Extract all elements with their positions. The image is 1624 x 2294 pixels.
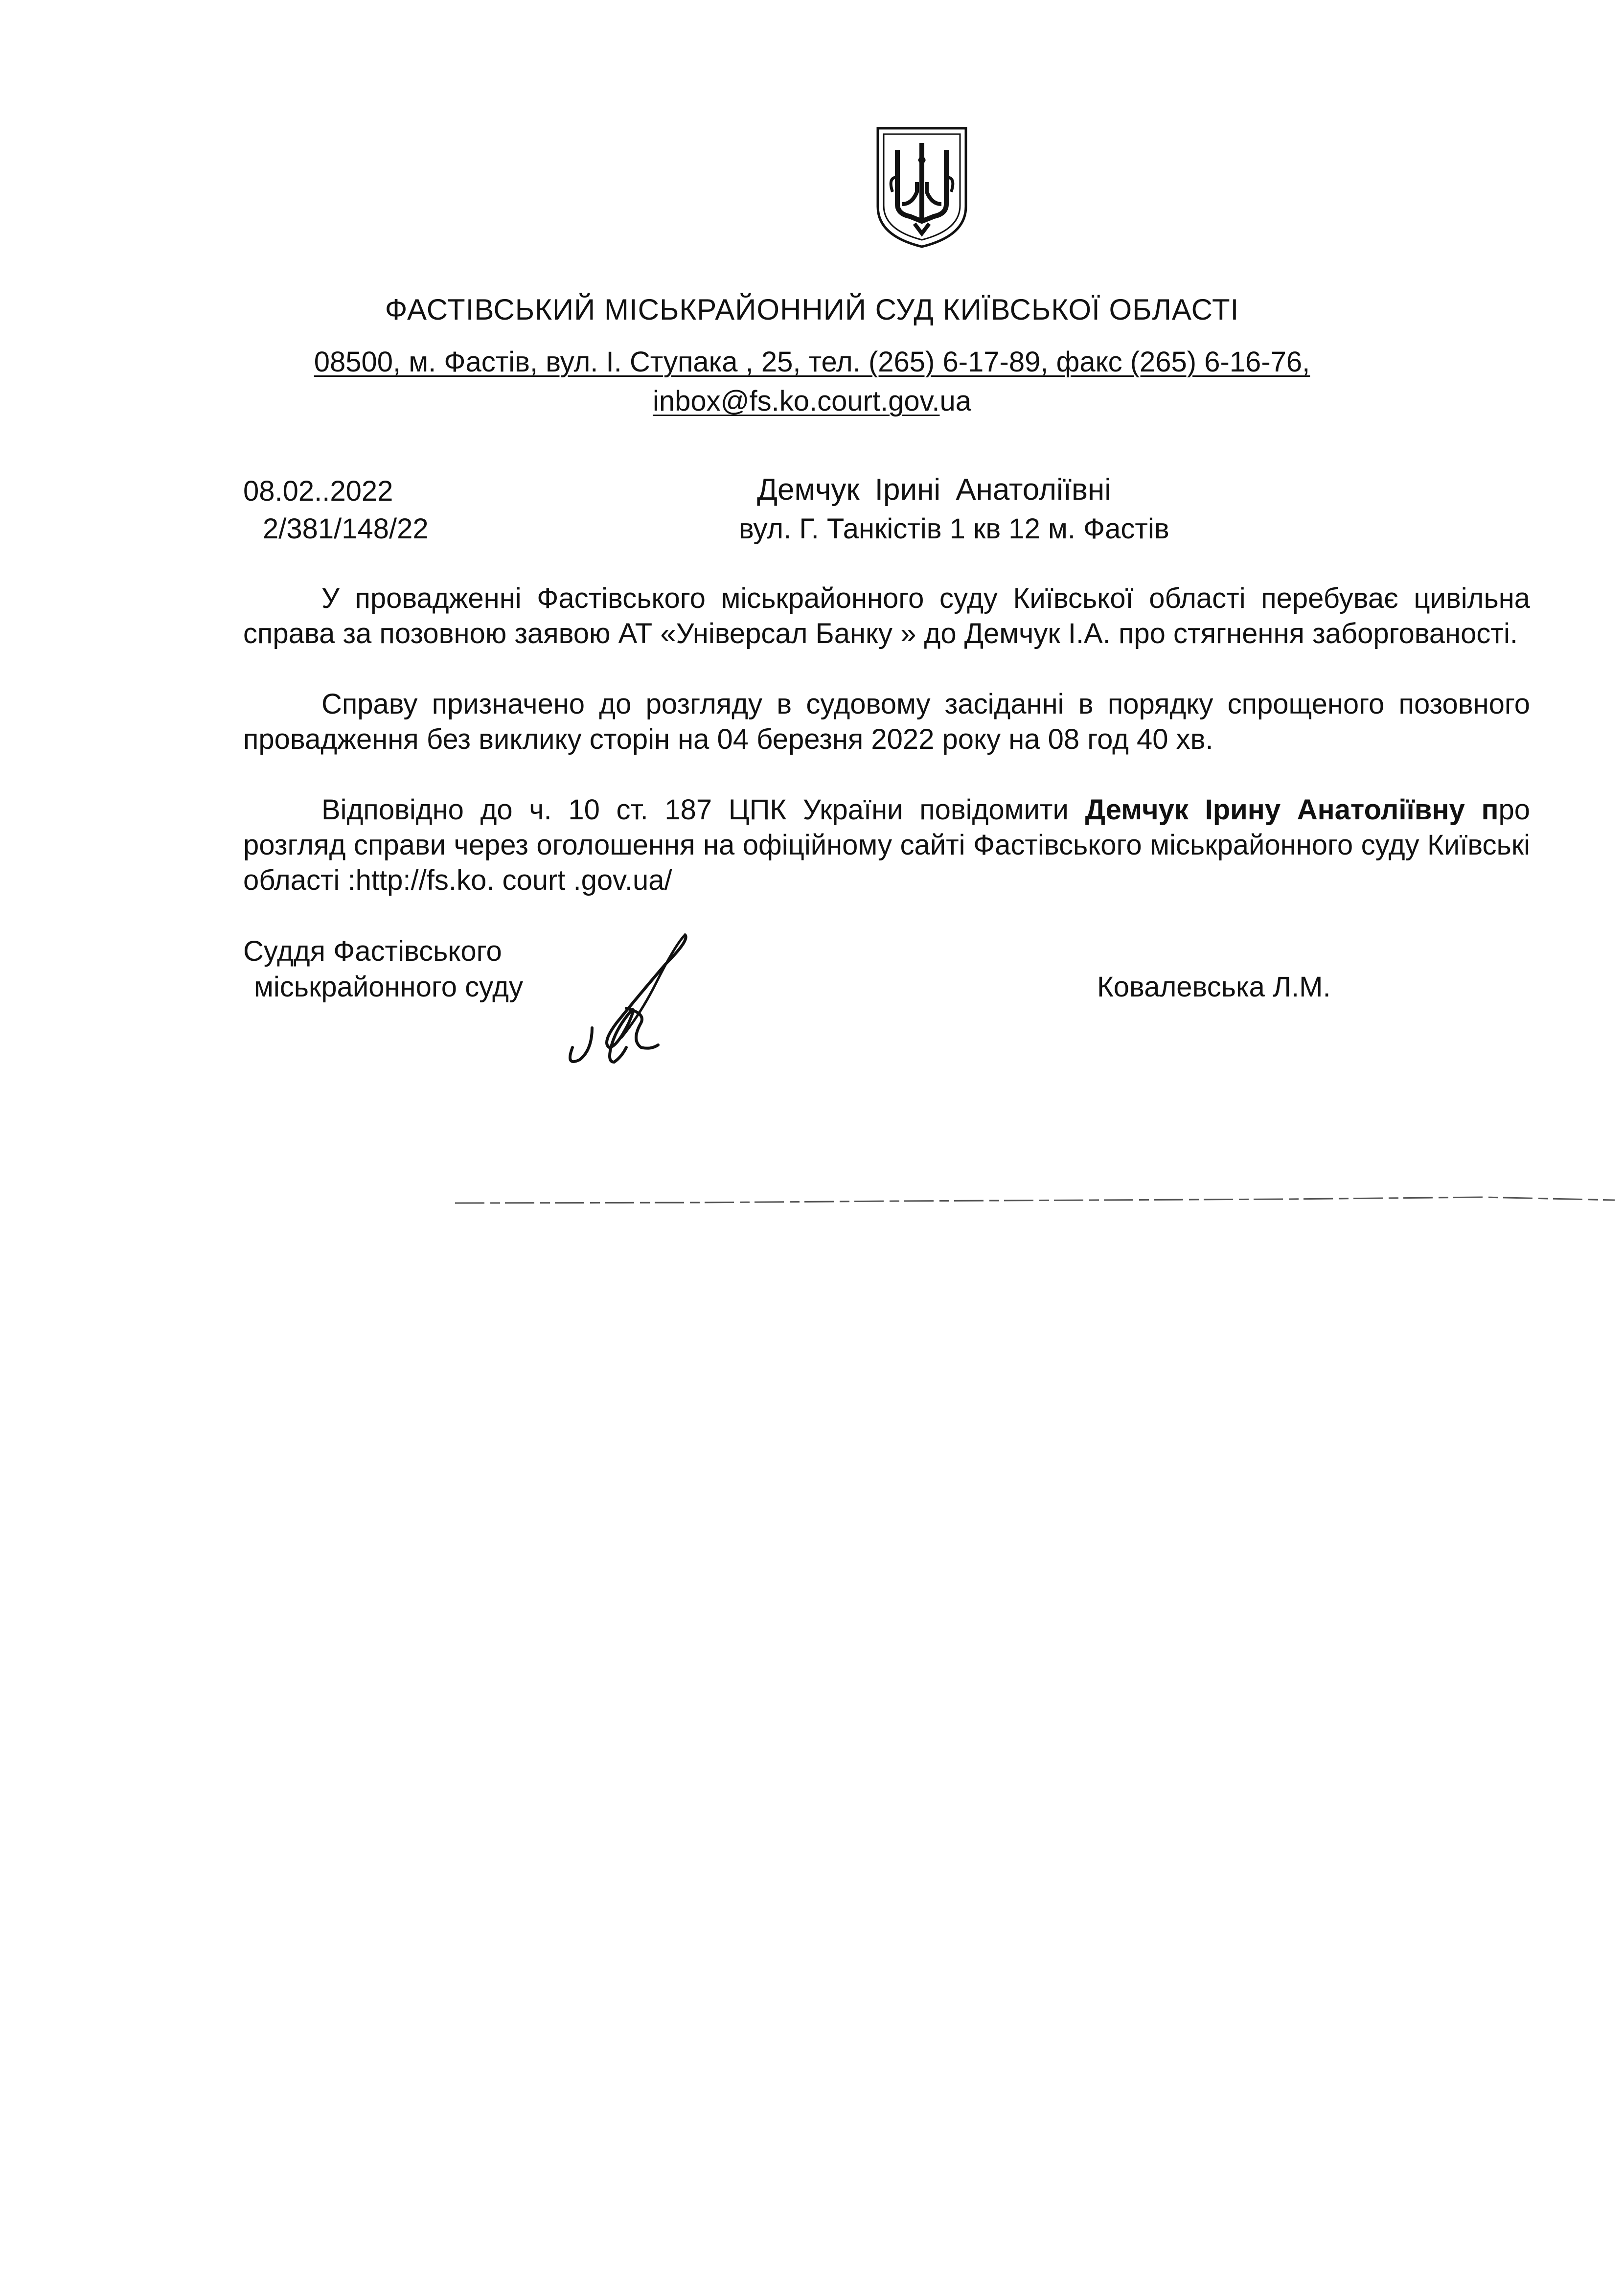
p3-bold-pro: п xyxy=(1464,794,1499,826)
p3-start: Відповідно до ч. 10 ст. 187 ЦПК України повідомити xyxy=(321,794,1085,826)
body-paragraph-2: Справу призначено до розгляду в судовому засіданні в порядку спрощеного позовного провадження без виклику сторін на 04 березня 2022 року на 08 год 40 хв. xyxy=(243,688,1530,755)
court-email xyxy=(0,385,1624,417)
court-address xyxy=(0,346,1624,378)
body-paragraph-3 xyxy=(243,792,1530,898)
judge-name: Ковалевська Л.М. xyxy=(1097,971,1331,1003)
judge-title-line-2: міськрайонного суду xyxy=(254,971,524,1003)
trident-coat-of-arms-icon xyxy=(873,123,971,251)
court-address-text: 08500, м. Фастів, вул. І. Ступака , 25, тел. (265) 6-17-89, факс (265) 6-16-76, xyxy=(314,346,1310,378)
p3-end: ро розгляд справи через оголошення на офіційному сайті Фастівського міськрайонного суду Київські області :http://fs.ko. court .gov.ua/ xyxy=(243,794,1530,896)
case-number: 2/381/148/22 xyxy=(263,513,429,545)
recipient-address: вул. Г. Танкістів 1 кв 12 м. Фастів xyxy=(739,513,1169,545)
court-email-tail: ua xyxy=(939,385,972,417)
court-email-underlined[interactable]: inbox@fs.ko.court.gov. xyxy=(652,385,940,417)
handwritten-signature-icon xyxy=(543,925,705,1072)
scan-artifact-line xyxy=(455,1194,1615,1209)
recipient-name: Демчук Ірині Анатоліївні xyxy=(757,473,1111,507)
p3-recipient-name: Демчук Ірину Анатоліївну xyxy=(1085,794,1465,826)
court-name: ФАСТІВСЬКИЙ МІСЬКРАЙОННИЙ СУД КИЇВСЬКОЇ ОБЛАСТІ xyxy=(385,293,1239,326)
letter-date: 08.02..2022 xyxy=(243,475,393,507)
judge-title-line-1: Суддя Фастівського xyxy=(243,935,502,967)
body-paragraph-1: У провадженні Фастівського міськрайонного суду Київської області перебуває цивільна справа за позовною заявою АТ «Універсал Банку » до Демчук І.А. про стягнення заборгованості. xyxy=(243,582,1530,649)
